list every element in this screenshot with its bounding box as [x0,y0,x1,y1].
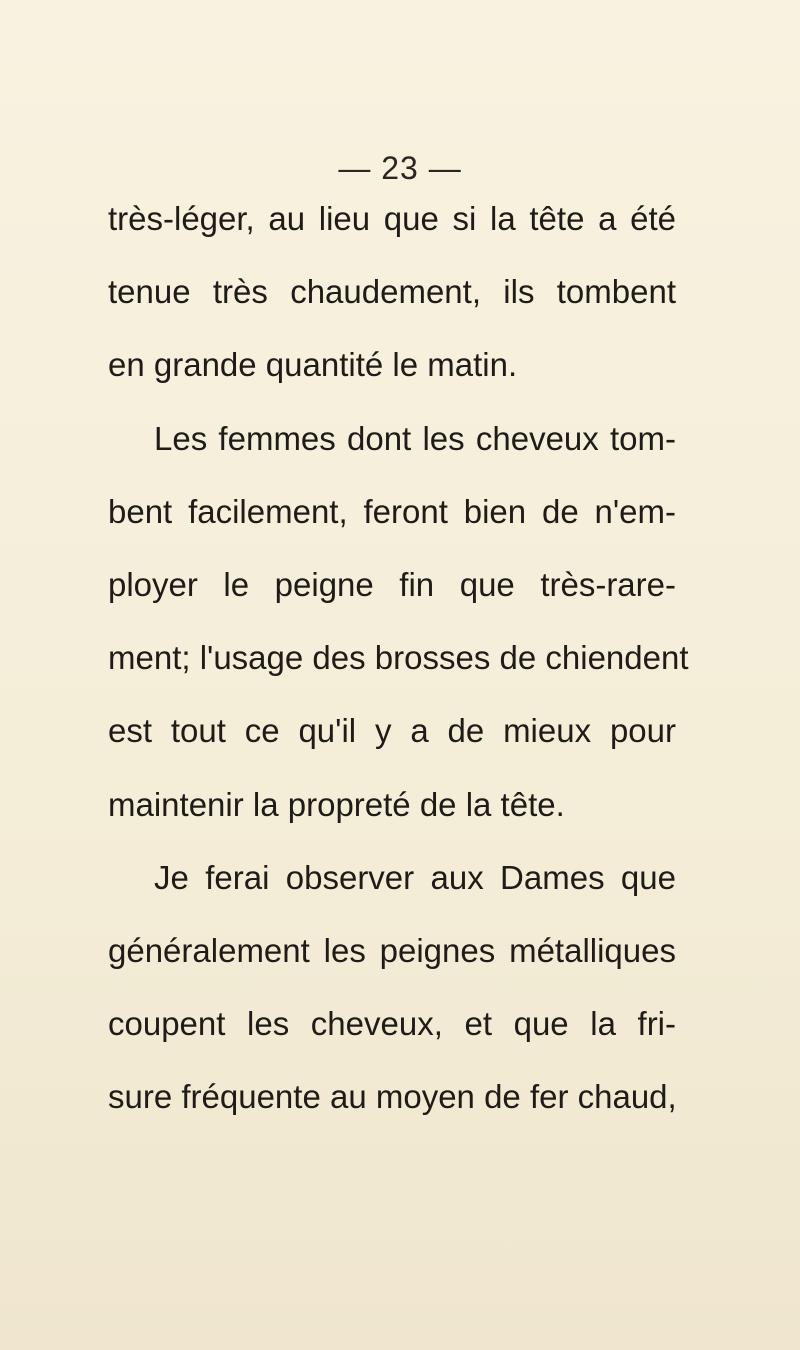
text-line: bent facilement, feront bien de n'em- [108,492,676,530]
body-text [108,182,689,1134]
text-line: ployer le peigne fin que très-rare- [108,566,676,604]
text-line: Les femmes dont les cheveux tom- [154,419,676,457]
text-line: sure fréquente au moyen de fer chaud, [108,1078,677,1116]
page-number: — 23 — [338,150,462,186]
text-line: généralement les peignes métalliques [108,932,676,970]
text-line: Je ferai observer aux Dames que [154,858,676,896]
text-line: en grande quantité le matin. [108,346,518,384]
text-line: ment; l'usage des brosses de chiendent [108,639,689,677]
text-line: tenue très chaudement, ils tombent [108,273,676,311]
text-line: maintenir la propreté de la tête. [108,785,565,823]
text-line: très-léger, au lieu que si la tête a été [108,200,676,237]
text-line: est tout ce qu'il y a de mieux pour [108,712,676,750]
text-line: coupent les cheveux, et que la fri- [108,1005,676,1043]
